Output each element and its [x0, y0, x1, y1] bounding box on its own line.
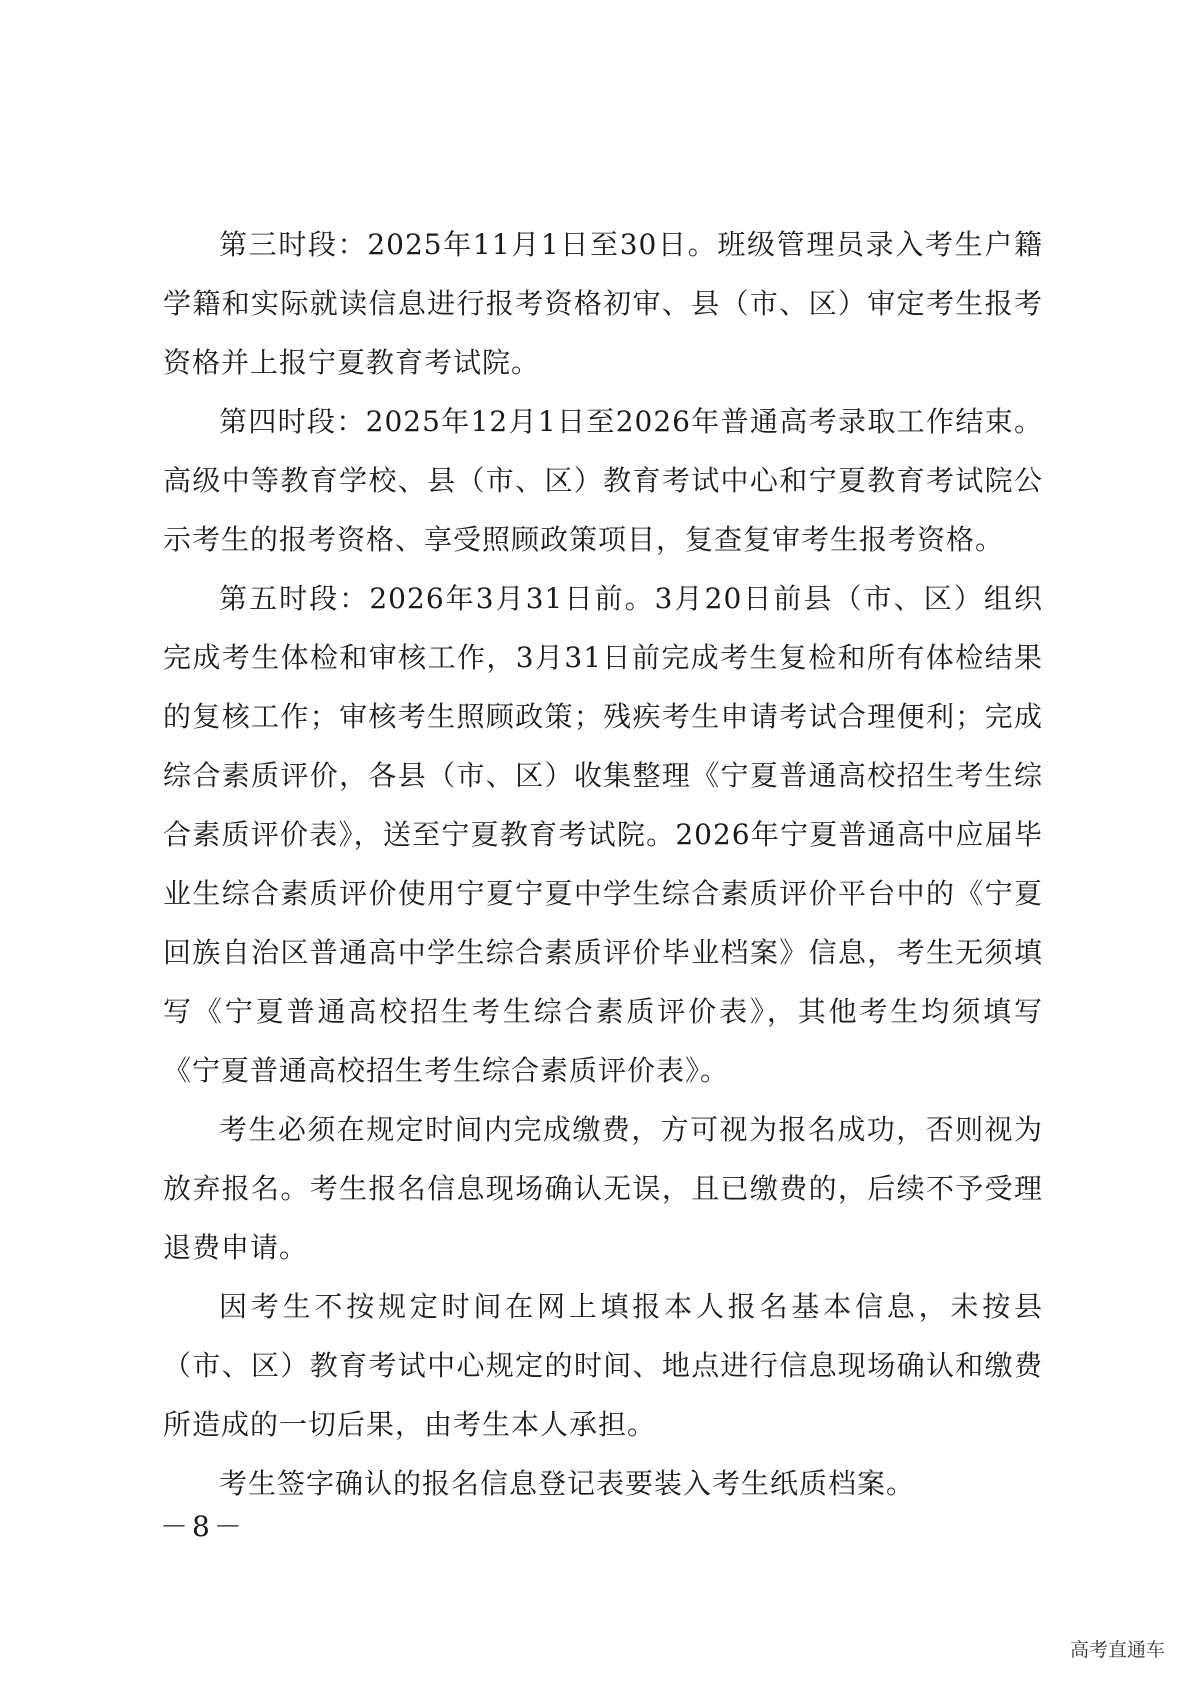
paragraph-consequences: 因考生不按规定时间在网上填报本人报名基本信息，未按县（市、区）教育考试中心规定的时间、地点进行信息现场确认和缴费所造成的一切后果，由考生本人承担。 [163, 1290, 1043, 1441]
paragraph-period-5: 第五时段：2026年3月31日前。3月20日前县（市、区）组织完成考生体检和审核工作，3月31日前完成考生复检和所有体检结果的复核工作；审核考生照顾政策；残疾考生申请考试合理便利；完成综合素质评价，各县（市、区）收集整理《宁夏普通高校招生考生综合素质评价表》，送至宁夏教育考试院。2026年宁夏普通高中应届毕业生综合素质评价使用宁夏宁夏中学生综合素质评价平台中的《宁夏回族自治区普通高中学生综合素质评价毕业档案》信息，考生无须填写《宁夏普通高校招生考生综合素质评价表》，其他考生均须填写《宁夏普通高校招生考生综合素质评价表》。 [163, 582, 1043, 1087]
paragraph-payment: 考生必须在规定时间内完成缴费，方可视为报名成功，否则视为放弃报名。考生报名信息现场确认无误，且已缴费的，后续不予受理退费申请。 [163, 1113, 1043, 1264]
paragraph-archive: 考生签字确认的报名信息登记表要装入考生纸质档案。 [219, 1467, 916, 1500]
watermark: 高考直通车 [1069, 1639, 1165, 1661]
document-body [163, 215, 1043, 1513]
paragraph-period-4: 第四时段：2025年12月1日至2026年普通高考录取工作结束。高级中等教育学校、县（市、区）教育考试中心和宁夏教育考试院公示考生的报考资格、享受照顾政策项目，复查复审考生报考资格。 [163, 405, 1043, 556]
paragraph-period-3: 第三时段：2025年11月1日至30日。班级管理员录入考生户籍学籍和实际就读信息进行报考资格初审、县（市、区）审定考生报考资格并上报宁夏教育考试院。 [163, 228, 1043, 379]
page-number: －8－ [160, 1510, 246, 1543]
